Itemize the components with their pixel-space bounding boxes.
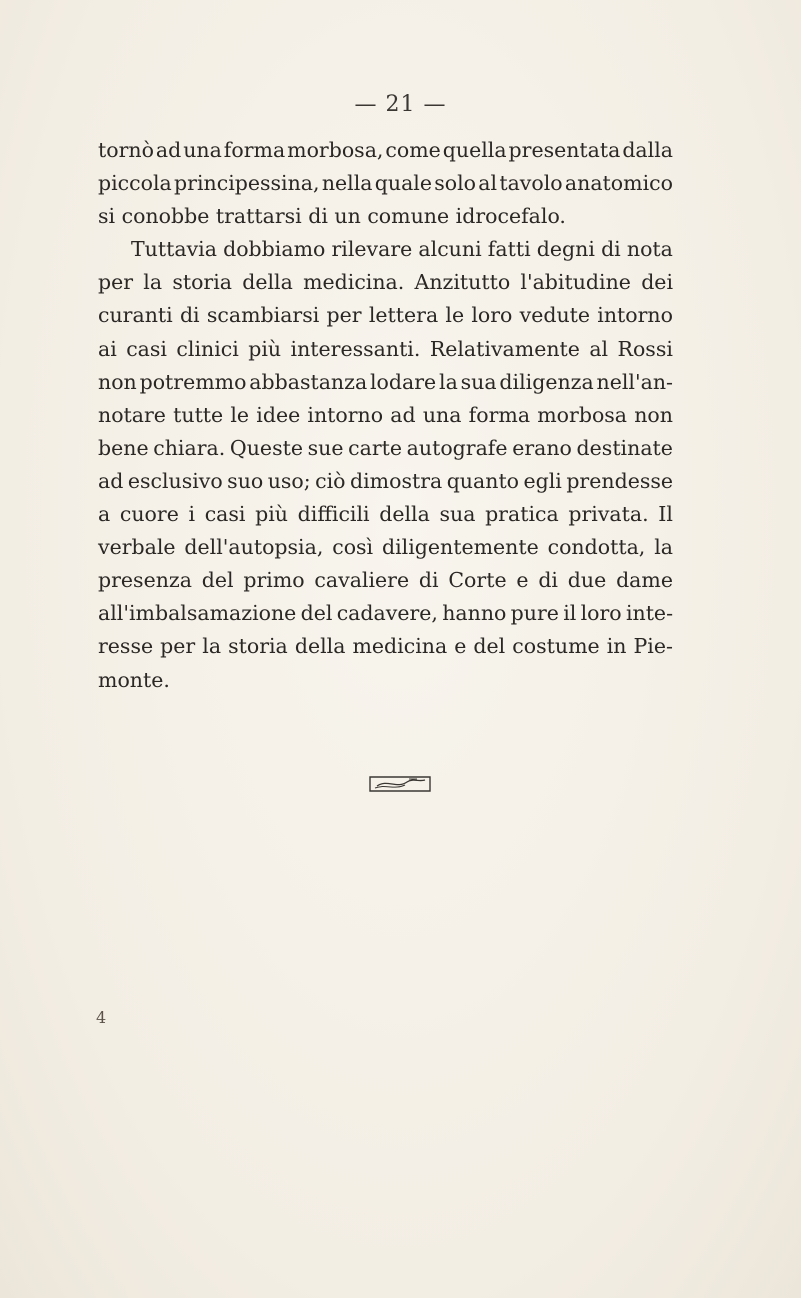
text-line	[98, 167, 673, 200]
word: Queste	[229, 435, 303, 460]
word: presenza	[98, 568, 192, 593]
word: tavolo	[499, 171, 563, 196]
word: casi	[204, 502, 246, 527]
word: morbosa,	[287, 138, 384, 162]
word: resse	[98, 634, 154, 659]
word: uso;	[267, 468, 311, 493]
word: di	[538, 568, 558, 593]
word: la	[143, 270, 163, 295]
text-line	[98, 564, 673, 597]
word: una	[183, 138, 222, 162]
word: notare	[98, 402, 166, 427]
word: lodare	[370, 369, 437, 394]
word: diligenza	[499, 369, 594, 394]
word: dobbiamo	[223, 237, 326, 262]
word: le	[445, 303, 465, 328]
word: della	[294, 634, 346, 659]
word: non	[634, 402, 673, 427]
word: la	[654, 535, 673, 560]
word: scambiarsi	[206, 303, 320, 328]
word: della	[379, 502, 430, 527]
text-line	[98, 134, 673, 167]
word: intorno	[307, 402, 384, 427]
word: dame	[616, 568, 673, 593]
word: privata.	[568, 502, 649, 527]
word: primo	[243, 568, 305, 593]
word: interessanti.	[290, 336, 421, 361]
text-line	[98, 233, 673, 266]
word: inte-	[625, 601, 673, 626]
text-line	[98, 333, 673, 366]
word: piccola	[98, 171, 172, 196]
word: solo	[434, 171, 477, 196]
word: idee	[256, 402, 301, 427]
word: medicina.	[303, 270, 405, 295]
word: morbosa	[537, 402, 628, 427]
word: nella	[321, 171, 373, 196]
word: del	[201, 568, 234, 593]
word: medicina	[352, 634, 448, 659]
word: Il	[658, 502, 673, 527]
word: ad	[98, 468, 124, 493]
word: alcuni	[418, 237, 482, 262]
word: nota	[626, 237, 673, 262]
text-line	[98, 266, 673, 299]
word: come	[385, 138, 441, 162]
word: non	[98, 369, 137, 394]
word: più	[255, 502, 288, 527]
word: degni	[536, 237, 595, 262]
word: erano	[512, 435, 572, 460]
text-line	[98, 630, 673, 663]
word: di	[601, 237, 621, 262]
word: in	[606, 634, 627, 659]
word: più	[248, 336, 282, 361]
text-line	[98, 399, 673, 432]
word: del	[473, 634, 506, 659]
text-line	[98, 432, 673, 465]
word: ad	[390, 402, 416, 427]
word: così	[332, 535, 374, 560]
word: per	[160, 634, 196, 659]
word: fatti	[487, 237, 531, 262]
word: intorno	[597, 303, 673, 328]
word: rilevare	[331, 237, 413, 262]
word: sua	[460, 369, 497, 394]
word: Rossi	[617, 336, 673, 361]
text-line	[98, 597, 673, 630]
word: cavaliere	[314, 568, 410, 593]
word: destinate	[576, 435, 673, 460]
text-line: monte.	[98, 667, 170, 692]
word: l'abitudine	[520, 270, 631, 295]
word: vedute	[519, 303, 591, 328]
text-line: si conobbe trattarsi di un comune idrocefalo.	[98, 204, 566, 229]
word: tornò	[98, 138, 154, 162]
word: carte	[348, 435, 402, 460]
word: costume	[512, 634, 600, 659]
word: sua	[439, 502, 476, 527]
word: dei	[641, 270, 673, 295]
word: a	[98, 502, 111, 527]
word: hanno	[442, 601, 507, 626]
word: nell'an-	[596, 369, 673, 394]
word: Tuttavia	[131, 237, 217, 262]
word: forma	[223, 138, 286, 162]
word: prendesse	[566, 468, 673, 493]
word: dalla	[622, 138, 673, 162]
word: quale	[374, 171, 432, 196]
word: quanto	[446, 468, 520, 493]
word: ad	[155, 138, 182, 162]
word: del	[300, 601, 333, 626]
word: al	[589, 336, 609, 361]
tailpiece-ornament-icon	[367, 773, 433, 795]
word: cuore	[119, 502, 179, 527]
word: e	[516, 568, 529, 593]
word: tutte	[173, 402, 224, 427]
text-line	[98, 465, 673, 498]
text-line	[98, 299, 673, 332]
word: bene	[98, 435, 149, 460]
word: pratica	[485, 502, 559, 527]
word: Anzitutto	[414, 270, 511, 295]
word: per	[326, 303, 362, 328]
word: chiara.	[153, 435, 226, 460]
word: potremmo	[139, 369, 247, 394]
word: diligentemente	[381, 535, 539, 560]
word: per	[98, 270, 134, 295]
word: loro	[471, 303, 513, 328]
word: ai	[98, 336, 117, 361]
margin-mark: 4	[96, 1008, 107, 1027]
word: ciò	[315, 468, 346, 493]
word: di	[179, 303, 200, 328]
word: storia	[228, 634, 288, 659]
word: esclusivo	[127, 468, 223, 493]
word: dell'autopsia,	[184, 535, 324, 560]
word: sue	[307, 435, 344, 460]
word: le	[230, 402, 250, 427]
word: difficili	[297, 502, 370, 527]
body-text	[98, 134, 673, 697]
word: la	[202, 634, 222, 659]
word: lettera	[368, 303, 439, 328]
word: una	[422, 402, 462, 427]
word: abbastanza	[249, 369, 368, 394]
word: principessina,	[174, 171, 320, 196]
page-number: — 21 —	[354, 92, 447, 117]
word: pure	[510, 601, 559, 626]
word: dimostra	[349, 468, 443, 493]
word: la	[439, 369, 458, 394]
word: curanti	[98, 303, 173, 328]
word: di	[418, 568, 439, 593]
text-line	[98, 498, 673, 531]
word: forma	[468, 402, 531, 427]
word: Pie-	[633, 634, 673, 659]
word: il	[563, 601, 577, 626]
word: Corte	[448, 568, 507, 593]
word: due	[567, 568, 607, 593]
word: presentata	[508, 138, 621, 162]
word: i	[188, 502, 196, 527]
word: Relativamente	[429, 336, 580, 361]
word: verbale	[98, 535, 176, 560]
word: anatomico	[564, 171, 673, 196]
text-line	[98, 366, 673, 399]
word: loro	[580, 601, 622, 626]
word: quella	[442, 138, 507, 162]
text-line	[98, 531, 673, 564]
word: cadavere,	[336, 601, 438, 626]
word: all'imbalsamazione	[98, 601, 297, 626]
word: autografe	[406, 435, 508, 460]
word: della	[242, 270, 293, 295]
word: e	[454, 634, 467, 659]
word: condotta,	[547, 535, 646, 560]
word: clinici	[176, 336, 239, 361]
word: egli	[523, 468, 562, 493]
word: casi	[126, 336, 167, 361]
word: storia	[172, 270, 232, 295]
word: suo	[227, 468, 264, 493]
word: al	[478, 171, 498, 196]
